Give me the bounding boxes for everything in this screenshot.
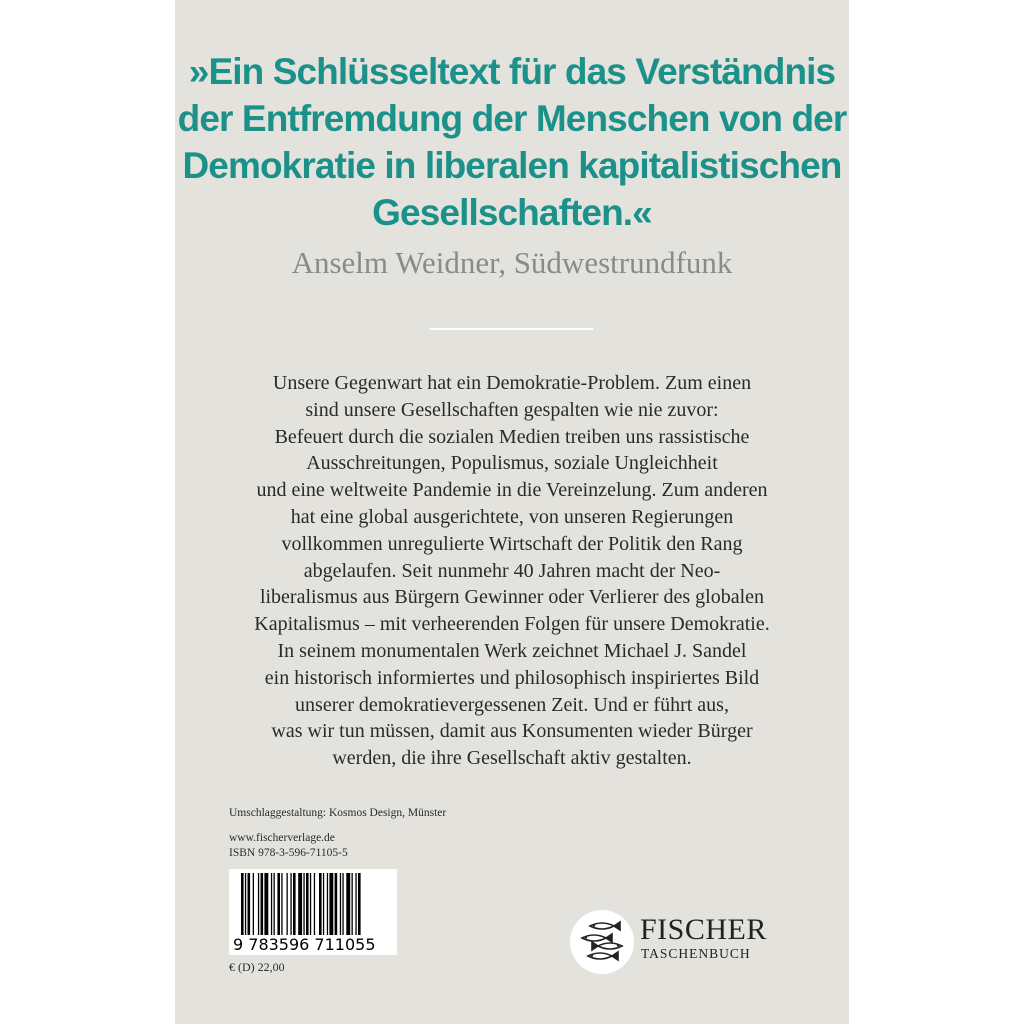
fish-circle-icon (570, 910, 634, 974)
description-line: und eine weltweite Pandemie in die Vereinzelung. Zum anderen (256, 479, 768, 502)
publisher-logo (570, 910, 810, 974)
barcode (229, 869, 397, 955)
cover-design-credit: Umschlaggestaltung: Kosmos Design, Münster (229, 807, 447, 819)
description-line: Unsere Gegenwart hat ein Demokratie-Problem. Zum einen (272, 372, 752, 394)
back-cover (175, 0, 849, 1024)
description-line: abgelaufen. Seit nunmehr 40 Jahren macht der Neo- (303, 559, 721, 582)
quote-attribution: Anselm Weidner, Südwestrundfunk (291, 245, 733, 280)
description-line: was wir tun müssen, damit aus Konsumenten wieder Bürger (271, 720, 753, 743)
price-label: € (D) 22,00 (229, 960, 285, 974)
quote-line: der Entfremdung der Menschen von der (177, 98, 847, 139)
description-line: liberalismus aus Bürgern Gewinner oder Verlierer des globalen (259, 586, 765, 609)
barcode-graphic (229, 869, 397, 955)
book-description (175, 370, 849, 772)
description-line: Kapitalismus – mit verheerenden Folgen für unsere Demokratie. (254, 613, 770, 636)
description-line: Befeuert durch die sozialen Medien treiben uns rassistische (274, 425, 750, 448)
quote-line: Gesellschaften.« (372, 192, 652, 233)
publisher-name: FISCHER (640, 913, 767, 946)
quote-line: »Ein Schlüsseltext für das Verständnis (188, 51, 836, 92)
description-line: vollkommen unregulierte Wirtschaft der Politik den Rang (281, 532, 743, 555)
description-line: unserer demokratievergessenen Zeit. Und er führt aus, (295, 693, 729, 716)
description-line: Ausschreitungen, Populismus, soziale Ungleichheit (306, 452, 718, 475)
description-line: sind unsere Gesellschaften gespalten wie nie zuvor: (305, 398, 719, 421)
divider-line (430, 328, 593, 330)
publisher-imprint: TASCHENBUCH (641, 946, 751, 961)
description-line: hat eine global ausgerichtete, von unseren Regierungen (290, 505, 734, 528)
description-line: ein historisch informiertes und philosophisch inspiriertes Bild (264, 666, 760, 689)
description-line: werden, die ihre Gesellschaft aktiv gestalten. (332, 747, 692, 770)
description-line: In seinem monumentalen Werk zeichnet Michael J. Sandel (277, 639, 747, 662)
quote-line: Demokratie in liberalen kapitalistischen (182, 145, 842, 186)
review-quote (175, 48, 849, 236)
isbn-text: ISBN 978-3-596-71105-5 (229, 847, 348, 859)
publisher-website: www.fischerverlage.de (229, 832, 335, 844)
barcode-digits: 9 783596 711055 (233, 935, 376, 954)
